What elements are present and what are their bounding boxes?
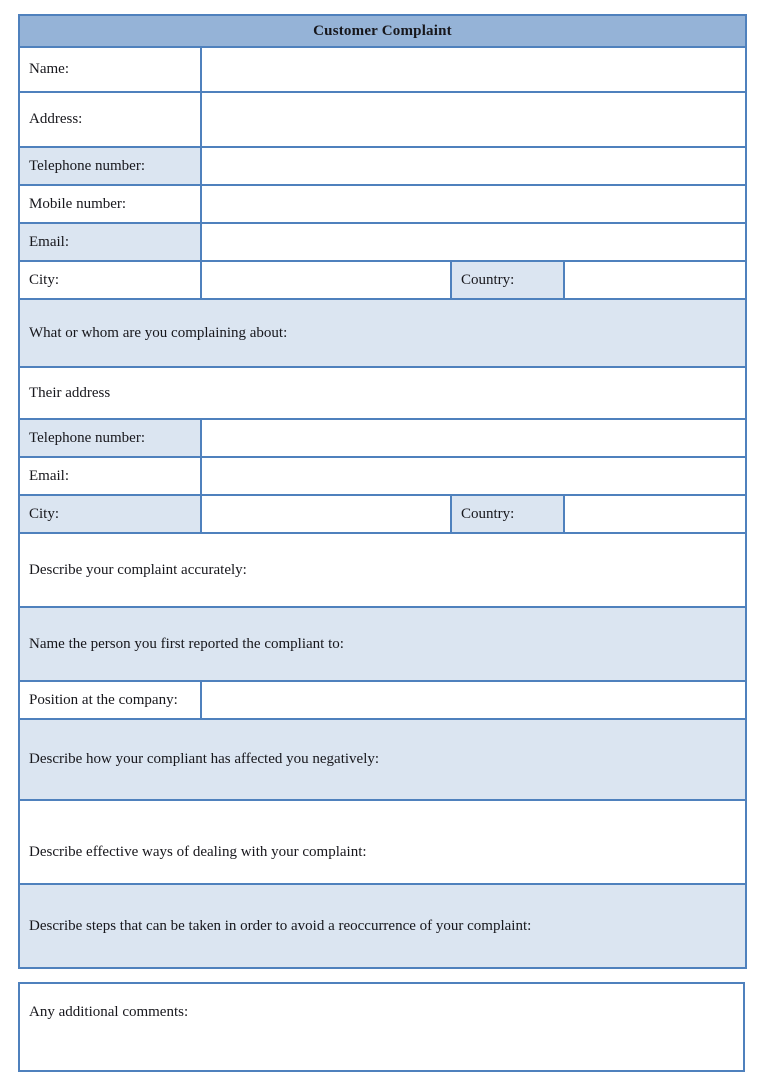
effective-ways-label: Describe effective ways of dealing with your complaint: bbox=[29, 843, 367, 860]
reported-to-label: Name the person you first reported the compliant to: bbox=[29, 635, 344, 652]
row-city-country bbox=[19, 261, 746, 299]
row-their-address bbox=[19, 367, 746, 419]
their-country-input-cell[interactable] bbox=[564, 495, 746, 533]
row-describe-complaint bbox=[19, 533, 746, 607]
describe-complaint-cell[interactable] bbox=[19, 533, 746, 607]
their-city-input-cell[interactable] bbox=[201, 495, 451, 533]
row-their-email bbox=[19, 457, 746, 495]
address-label: Address: bbox=[19, 92, 201, 147]
complaint-form-table bbox=[18, 14, 747, 969]
country-input-cell[interactable] bbox=[564, 261, 746, 299]
affected-negatively-cell[interactable] bbox=[19, 719, 746, 800]
row-address bbox=[19, 92, 746, 147]
position-input-cell[interactable] bbox=[201, 681, 746, 719]
row-affected-negatively bbox=[19, 719, 746, 800]
additional-comments-label: Any additional comments: bbox=[29, 1004, 189, 1020]
their-country-label: Country: bbox=[451, 495, 564, 533]
effective-ways-cell[interactable] bbox=[19, 800, 746, 884]
mobile-input-cell[interactable] bbox=[201, 185, 746, 223]
position-label: Position at the company: bbox=[19, 681, 201, 719]
telephone-input-cell[interactable] bbox=[201, 147, 746, 185]
row-mobile bbox=[19, 185, 746, 223]
their-email-label: Email: bbox=[19, 457, 201, 495]
their-city-label: City: bbox=[19, 495, 201, 533]
telephone-label: Telephone number: bbox=[19, 147, 201, 185]
describe-complaint-label: Describe your complaint accurately: bbox=[29, 561, 247, 578]
row-email bbox=[19, 223, 746, 261]
their-address-label: Their address bbox=[29, 384, 111, 401]
row-telephone bbox=[19, 147, 746, 185]
address-input-cell[interactable] bbox=[201, 92, 746, 147]
complaining-about-label: What or whom are you complaining about: bbox=[29, 324, 288, 341]
row-complaining-about bbox=[19, 299, 746, 367]
their-telephone-label: Telephone number: bbox=[19, 419, 201, 457]
city-label: City: bbox=[19, 261, 201, 299]
row-position bbox=[19, 681, 746, 719]
additional-comments-box[interactable] bbox=[18, 982, 745, 1072]
their-address-cell[interactable] bbox=[19, 367, 746, 419]
email-input-cell[interactable] bbox=[201, 223, 746, 261]
reported-to-cell[interactable] bbox=[19, 607, 746, 681]
row-name bbox=[19, 47, 746, 92]
name-input-cell[interactable] bbox=[201, 47, 746, 92]
complaining-about-cell[interactable] bbox=[19, 299, 746, 367]
row-avoid-reoccurrence bbox=[19, 884, 746, 968]
mobile-label: Mobile number: bbox=[19, 185, 201, 223]
row-their-city-country bbox=[19, 495, 746, 533]
avoid-reoccurrence-label: Describe steps that can be taken in order to avoid a reoccurrence of your complaint: bbox=[29, 917, 532, 934]
city-input-cell[interactable] bbox=[201, 261, 451, 299]
name-label: Name: bbox=[19, 47, 201, 92]
their-email-input-cell[interactable] bbox=[201, 457, 746, 495]
email-label: Email: bbox=[19, 223, 201, 261]
row-reported-to bbox=[19, 607, 746, 681]
their-telephone-input-cell[interactable] bbox=[201, 419, 746, 457]
affected-negatively-label: Describe how your compliant has affected you negatively: bbox=[29, 751, 380, 767]
header-row bbox=[19, 15, 746, 47]
row-effective-ways bbox=[19, 800, 746, 884]
avoid-reoccurrence-cell[interactable] bbox=[19, 884, 746, 968]
form-title: Customer Complaint bbox=[19, 15, 746, 47]
document-page bbox=[18, 0, 745, 1072]
country-label: Country: bbox=[451, 261, 564, 299]
row-their-telephone bbox=[19, 419, 746, 457]
